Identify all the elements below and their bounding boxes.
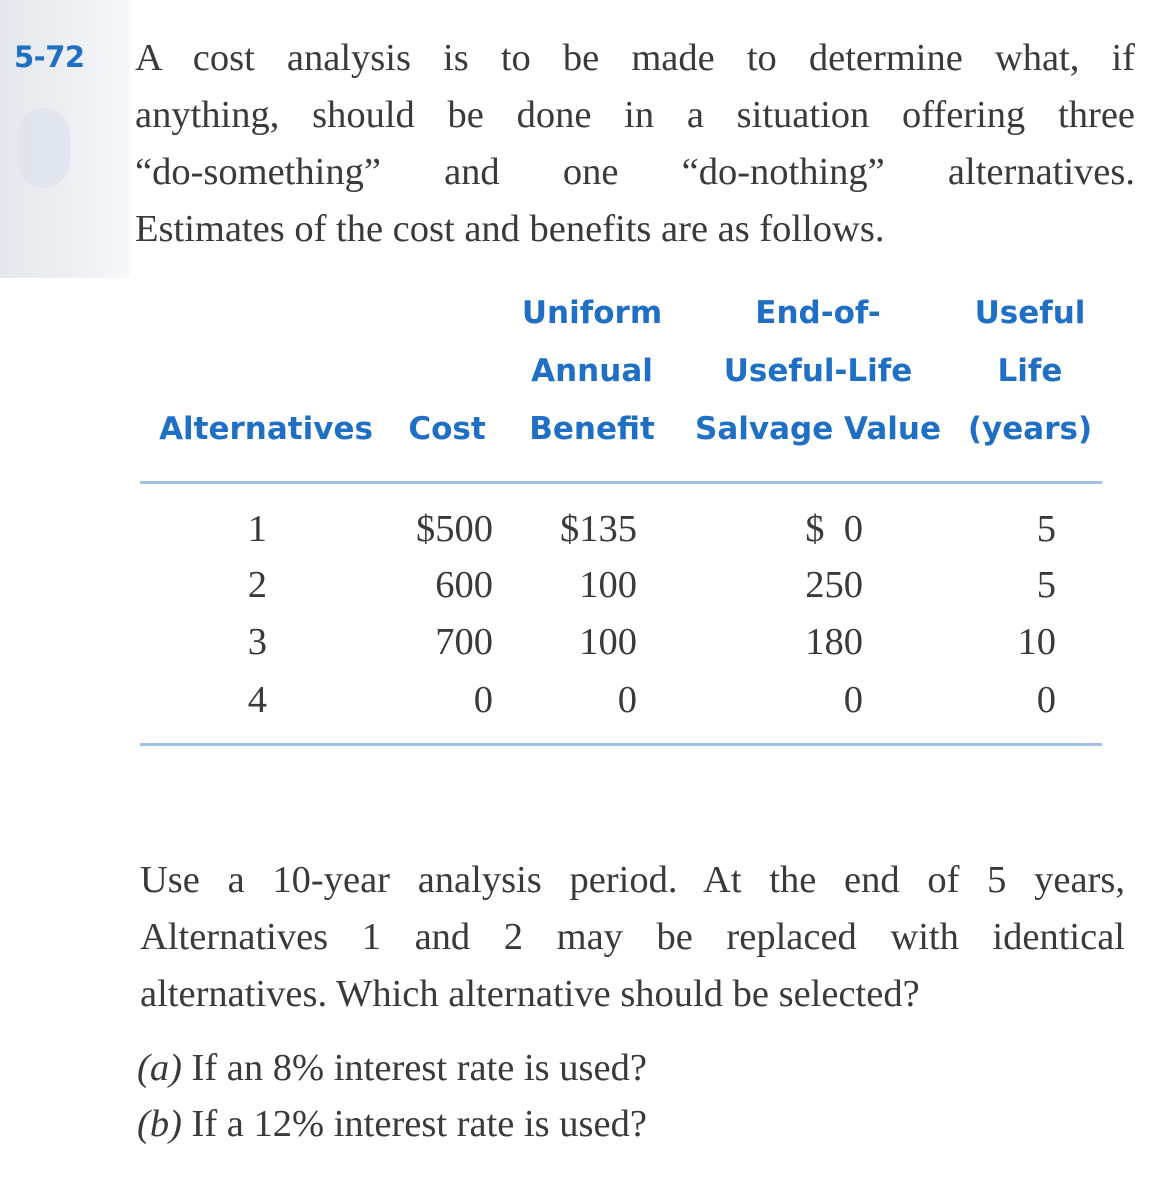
problem-intro xyxy=(135,30,1135,258)
table-top-rule xyxy=(140,481,1102,484)
closing-line: alternatives. Which alternative should be selected? xyxy=(140,973,920,1015)
subquestion-label: (a) xyxy=(137,1047,182,1089)
intro-line: A cost analysis is to be made to determine what, if xyxy=(135,37,1135,79)
subquestion-a xyxy=(137,1046,647,1090)
intro-line: “do-something” and one “do-nothing” alternatives. xyxy=(135,151,1135,193)
cell-life: 0 xyxy=(1036,679,1056,721)
cell-cost: 0 xyxy=(473,679,493,721)
cell-cost: 600 xyxy=(435,564,493,606)
cell-life: 10 xyxy=(1017,621,1056,663)
header-benefit-line1: Uniform xyxy=(521,295,663,331)
cell-alternative: 3 xyxy=(247,621,267,663)
cell-benefit: 0 xyxy=(617,679,637,721)
cell-salvage: 180 xyxy=(805,621,863,663)
cell-life: 5 xyxy=(1036,564,1056,606)
header-alternatives: Alternatives xyxy=(159,411,373,447)
intro-line: anything, should be done in a situation offering three xyxy=(135,94,1135,136)
subquestion-text: If a 12% interest rate is used? xyxy=(191,1103,647,1145)
page-edge-mark xyxy=(18,108,70,188)
cell-cost: $500 xyxy=(416,508,493,550)
cell-life: 5 xyxy=(1036,508,1056,550)
cell-alternative: 4 xyxy=(247,679,267,721)
subquestion-text: If an 8% interest rate is used? xyxy=(191,1047,647,1089)
table-bottom-rule xyxy=(140,743,1102,746)
cell-benefit: 100 xyxy=(579,564,637,606)
cell-salvage: 0 xyxy=(843,679,863,721)
cell-salvage: $ 0 xyxy=(805,508,863,550)
header-benefit-line2: Annual xyxy=(531,353,653,389)
cell-alternative: 2 xyxy=(247,564,267,606)
header-life-line3: (years) xyxy=(967,411,1093,447)
header-salvage-line3: Salvage Value xyxy=(695,411,941,447)
header-benefit-line3: Benefit xyxy=(529,411,655,447)
subquestion-label: (b) xyxy=(137,1103,182,1145)
closing-line: Use a 10-year analysis period. At the end of 5 years, xyxy=(140,859,1125,901)
header-salvage-line1: End-of- xyxy=(755,295,881,331)
header-life-line1: Useful xyxy=(974,295,1086,331)
closing-paragraph xyxy=(140,852,1125,1023)
cell-benefit: $135 xyxy=(560,508,637,550)
subquestion-b xyxy=(137,1102,647,1146)
cell-cost: 700 xyxy=(435,621,493,663)
intro-line: Estimates of the cost and benefits are as follows. xyxy=(135,208,885,250)
closing-line: Alternatives 1 and 2 may be replaced with identical xyxy=(140,916,1125,958)
cell-benefit: 100 xyxy=(579,621,637,663)
header-life-line2: Life xyxy=(997,353,1063,389)
problem-number: 5-72 xyxy=(14,40,85,74)
header-cost: Cost xyxy=(408,411,486,447)
cell-alternative: 1 xyxy=(247,508,267,550)
cell-salvage: 250 xyxy=(805,564,863,606)
header-salvage-line2: Useful-Life xyxy=(723,353,913,389)
